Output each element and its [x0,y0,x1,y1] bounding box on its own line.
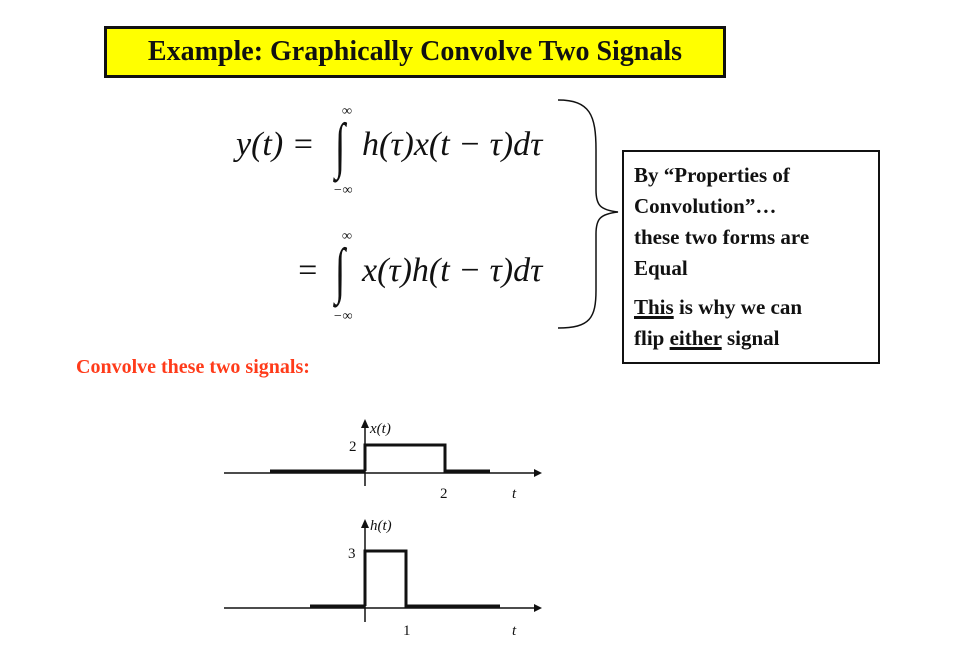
x-pulse [365,445,490,471]
eq1-lhs: y(t) = [236,126,315,163]
page-title: Example: Graphically Convolve Two Signals [147,36,683,67]
note-either: either [669,326,722,350]
x-signal-label: x(t) [370,421,391,437]
x-amplitude-axis-arrow [361,419,369,428]
note-this: This [634,295,674,319]
eq2-integrand: x(τ)h(t − τ)dτ [362,252,543,289]
note-line-5: This is why we can [634,295,803,319]
curly-brace [558,100,618,328]
note-line-1: By “Properties of [634,163,790,187]
eq2-lhs: = [296,252,319,289]
eq1-integrand: h(τ)x(t − τ)dτ [362,126,543,163]
h-signal-plot [224,518,542,639]
x-signal-plot [224,419,542,502]
eq2-lower-limit: −∞ [333,309,353,324]
x-end-tick-label: 2 [440,486,448,502]
h-pulse [365,551,500,606]
note-line-4: Equal [634,256,688,280]
convolve-label: Convolve these two signals: [76,356,310,378]
h-end-tick-label: 1 [403,623,411,639]
x-axis-label: t [512,486,517,502]
eq2-upper-limit: ∞ [342,229,352,244]
h-axis-label: t [512,623,517,639]
integral-sign-2: ∫ [335,237,346,305]
integral-sign-1: ∫ [335,112,346,180]
convolution-note-box [622,150,880,364]
note-line-6: flip either signal [634,326,780,350]
x-time-axis-arrow [534,469,542,477]
h-amplitude-axis-arrow [361,519,369,528]
eq1-upper-limit: ∞ [342,104,352,119]
note-line-2: Convolution”… [634,194,777,218]
eq1-lower-limit: −∞ [333,183,353,198]
x-amplitude-label: 2 [349,439,357,455]
h-time-axis-arrow [534,604,542,612]
h-signal-label: h(t) [370,518,392,534]
h-amplitude-label: 3 [348,546,356,562]
note-line-3: these two forms are [634,225,810,249]
